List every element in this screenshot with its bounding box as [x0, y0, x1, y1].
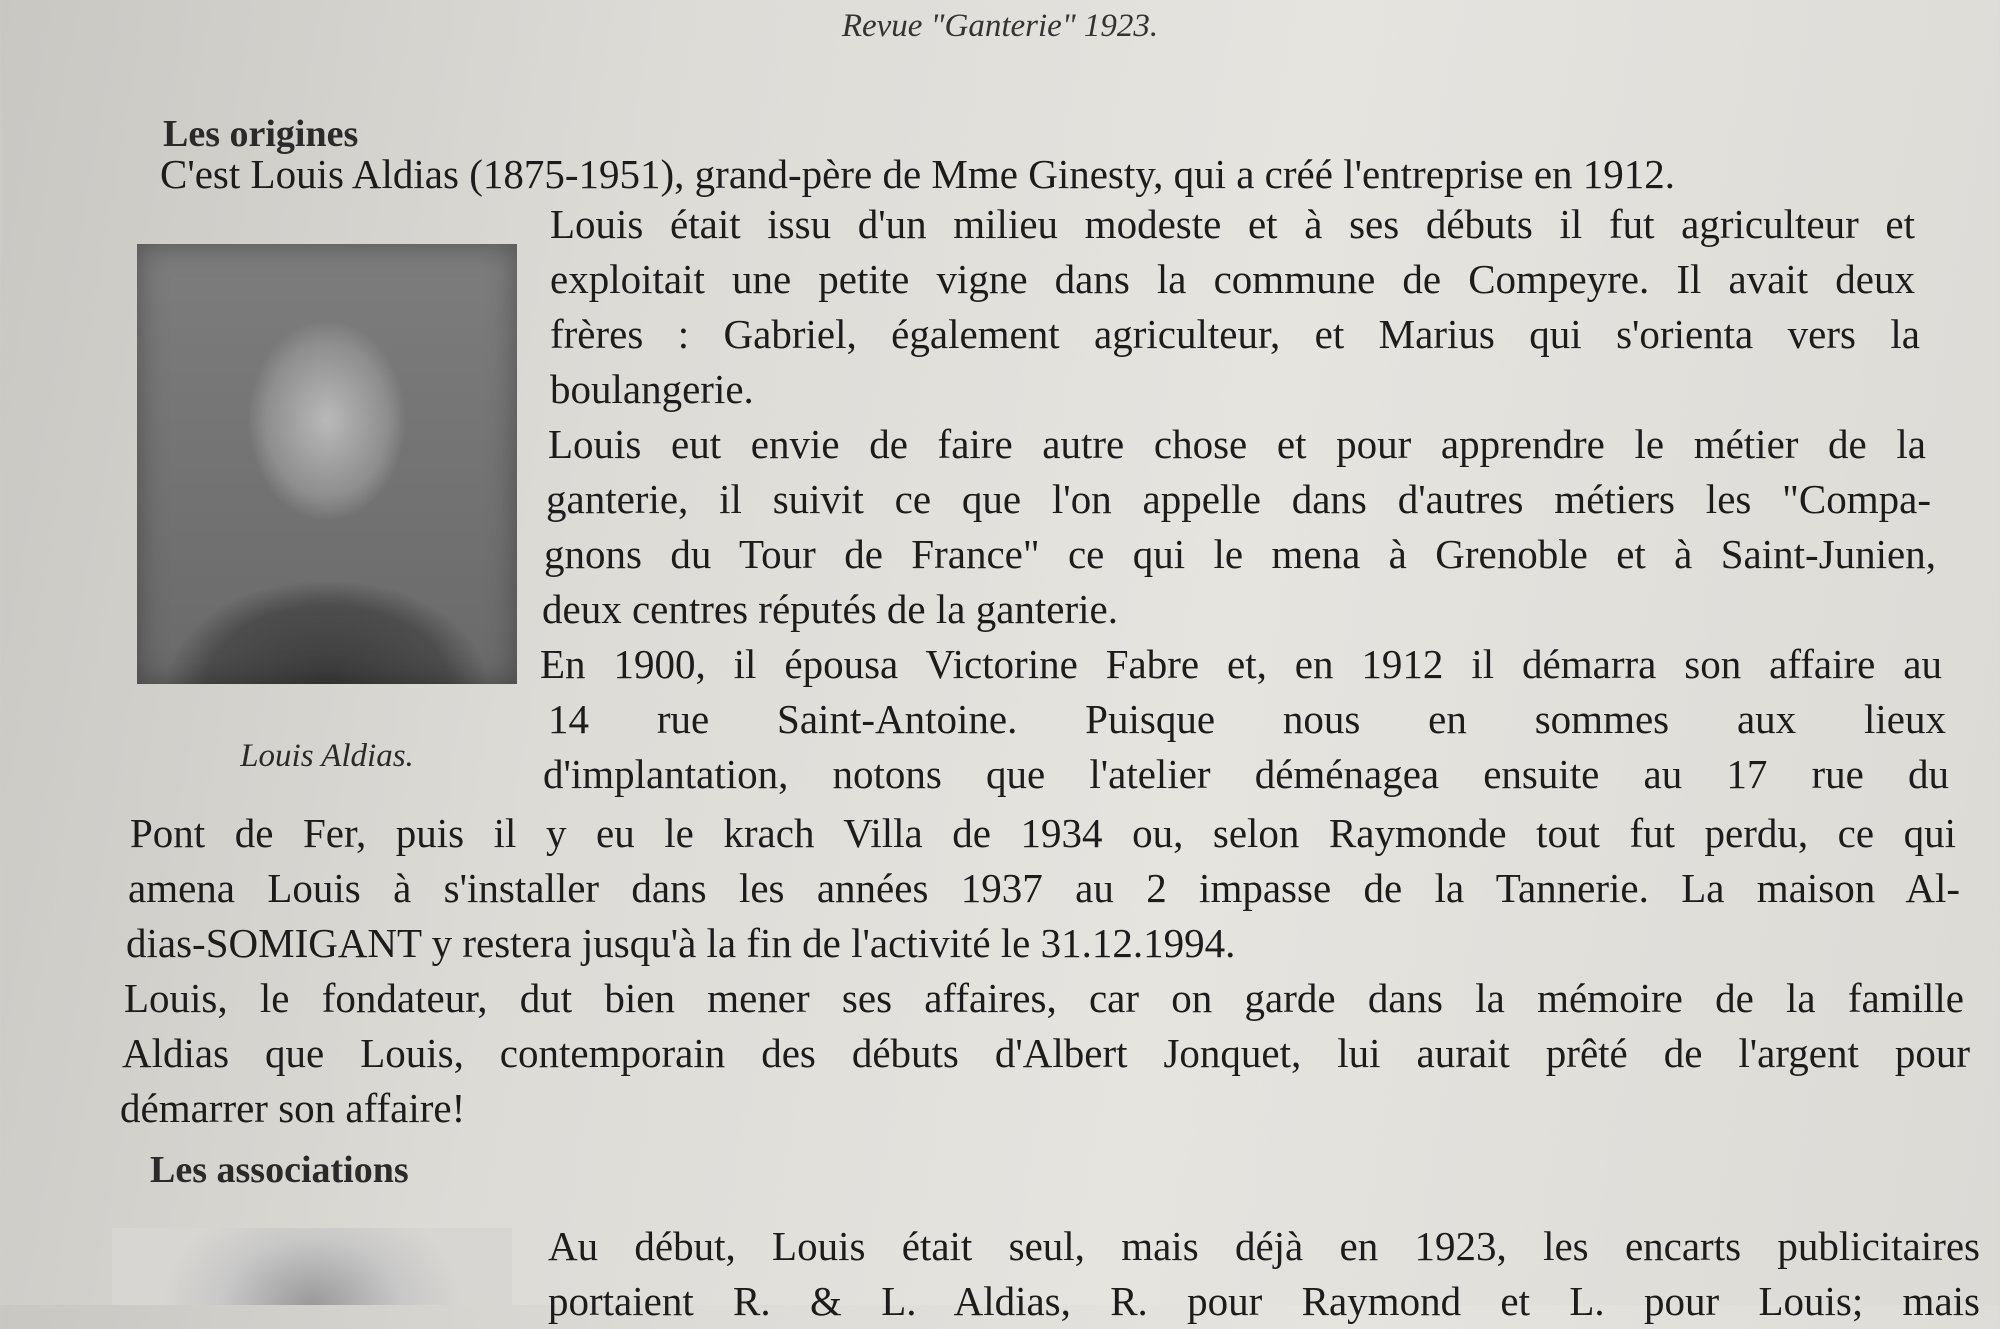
text-line: Louis, le fondateur, dut bien mener ses affaires, car on garde dans la mémoire de la famille — [124, 975, 1964, 1021]
text-line: frères : Gabriel, également agriculteur, et Marius qui s'orienta vers la — [550, 311, 1920, 357]
text-line: démarrer son affaire! — [120, 1085, 466, 1131]
section-heading-associations: Les associations — [150, 1149, 409, 1191]
text-line: En 1900, il épousa Victorine Fabre et, en 1912 il démarra son affaire au — [540, 641, 1942, 687]
text-line: Au début, Louis était seul, mais déjà en 1923, les encarts publicitaires — [548, 1223, 1980, 1269]
text-line: 14 rue Saint-Antoine. Puisque nous en sommes aux lieux — [548, 696, 1946, 742]
portrait-photo — [137, 244, 517, 684]
text-line: C'est Louis Aldias (1875-1951), grand-père de Mme Ginesty, qui a créé l'entreprise en 1912. — [160, 151, 1676, 197]
text-line: d'implantation, notons que l'atelier déménagea ensuite au 17 rue du — [543, 751, 1949, 797]
text-line: Louis eut envie de faire autre chose et pour apprendre le métier de la — [548, 421, 1926, 467]
text-line: ganterie, il suivit ce que l'on appelle dans d'autres métiers les "Compa- — [546, 476, 1931, 522]
header-caption: Revue "Ganterie" 1923. — [841, 8, 1159, 44]
text-line: deux centres réputés de la ganterie. — [542, 586, 1119, 632]
text-line: gnons du Tour de France" ce qui le mena à Grenoble et à Saint-Junien, — [544, 531, 1936, 577]
text-line: Louis était issu d'un milieu modeste et à ses débuts il fut agriculteur et — [550, 201, 1915, 247]
text-line: exploitait une petite vigne dans la commune de Compeyre. Il avait deux — [550, 256, 1915, 302]
text-line: portaient R. & L. Aldias, R. pour Raymond et L. pour Louis; mais — [548, 1278, 1980, 1324]
text-line: boulangerie. — [550, 366, 754, 412]
text-line: dias-SOMIGANT y restera jusqu'à la fin de l'activité le 31.12.1994. — [126, 920, 1236, 966]
portrait-photo-2 — [112, 1228, 512, 1305]
text-line: Aldias que Louis, contemporain des débuts d'Albert Jonquet, lui aurait prêté de l'argent pour — [122, 1030, 1970, 1076]
text-line: amena Louis à s'installer dans les années 1937 au 2 impasse de la Tannerie. La maison Al- — [128, 865, 1960, 911]
photo-caption: Louis Aldias. — [240, 738, 414, 774]
section-heading-origines: Les origines — [163, 113, 359, 155]
text-line: Pont de Fer, puis il y eu le krach Villa de 1934 ou, selon Raymonde tout fut perdu, ce qui — [130, 810, 1956, 856]
